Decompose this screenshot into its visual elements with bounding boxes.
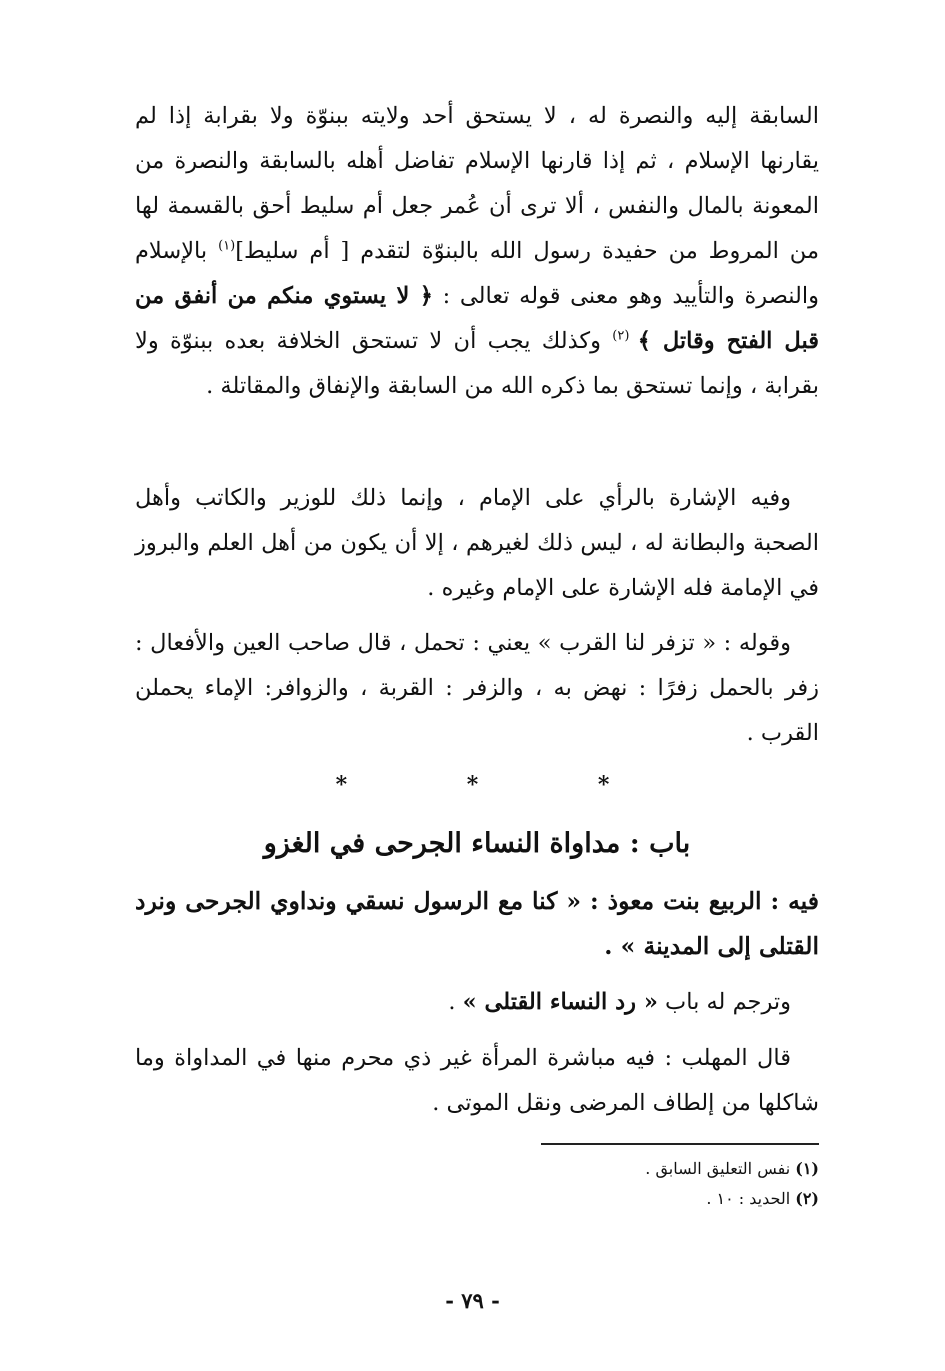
paragraph-6 — [135, 1036, 819, 1126]
paragraph-2-text: وفيه الإشارة بالرأي على الإمام ، وإنما ذلك للوزير والكاتب وأهل الصحبة والبطانة له ، ليس ذلك لغيرهم ، إلا أن يكون من أهل العلم والبروز في الإمامة فله الإشارة على الإمام وغيره . — [135, 485, 819, 601]
paragraph-5-prefix: وترجم له باب — [657, 989, 791, 1015]
paragraph-3 — [135, 621, 819, 756]
paragraph-1-text-b: بالإسلام والنصرة والتأييد وهو معنى قوله تعالى : — [135, 238, 819, 309]
footnote-ref-2[interactable]: (٢) — [612, 328, 638, 344]
footnote-divider — [541, 1143, 819, 1145]
footnote-1-number: (١) — [795, 1159, 819, 1178]
paragraph-5-title: « رد النساء القتلى » — [462, 989, 658, 1015]
paragraph-5-suffix: . — [448, 989, 463, 1015]
footnote-1-text: نفس التعليق السابق . — [645, 1159, 796, 1178]
chapter-heading: باب : مداواة النساء الجرحى في الغزو — [263, 828, 691, 859]
footnote-ref-1[interactable]: (١) — [218, 238, 236, 254]
footnotes — [135, 1154, 819, 1214]
footnote-2-text: الحديد : ١٠ . — [706, 1189, 796, 1208]
section-separator: * * * — [335, 772, 666, 798]
paragraph-3-text: وقوله : « تزفر لنا القرب » يعني : تحمل ، قال صاحب العين والأفعال : زفر بالحمل زفرًا : نهض به ، والزفر : القربة ، والزوافر: الإماء يحملن القرب . — [135, 630, 819, 746]
page-number: - ٧٩ - — [445, 1288, 500, 1313]
quran-verse: ﴿ لا يستوي منكم من أنفق من قبل الفتح وقاتل ﴾ — [135, 283, 819, 354]
paragraph-2 — [135, 476, 819, 611]
footnote-2-number: (٢) — [795, 1189, 819, 1208]
paragraph-5 — [135, 980, 819, 1025]
paragraph-4-text: فيه : الربيع بنت معوذ : « كنا مع الرسول نسقي ونداوي الجرحى ونرد القتلى إلى المدينة » . — [135, 887, 819, 960]
paragraph-1-text-c: وكذلك يجب أن لا تستحق الخلافة بعده ببنوّة ولا بقرابة ، وإنما تستحق بما ذكره الله من السابقة والإنفاق والمقاتلة . — [135, 328, 819, 399]
paragraph-1-text-a: السابقة إليه والنصرة له ، لا يستحق أحد ولايته ببنوّة ولا بقرابة إذا لم يقارنها الإسلام ، ثم إذا قارنها الإسلام تفاضل أهله بالسابقة والنصرة من المعونة بالمال والنفس ، ألا ترى أن عُمر جعل أم سليط أحق بالقسمة لها من المروط من حفيدة رسول الله بالبنوّة لتقدم [ أم سليط] — [135, 103, 819, 264]
footnote-1 — [135, 1154, 819, 1184]
paragraph-1 — [135, 94, 819, 409]
paragraph-6-text: قال المهلب : فيه مباشرة المرأة غير ذي محرم منها في المداواة وما شاكلها من إلطاف المرضى ونقل الموتى . — [135, 1045, 819, 1116]
paragraph-4 — [135, 879, 819, 969]
footnote-2 — [135, 1184, 819, 1214]
